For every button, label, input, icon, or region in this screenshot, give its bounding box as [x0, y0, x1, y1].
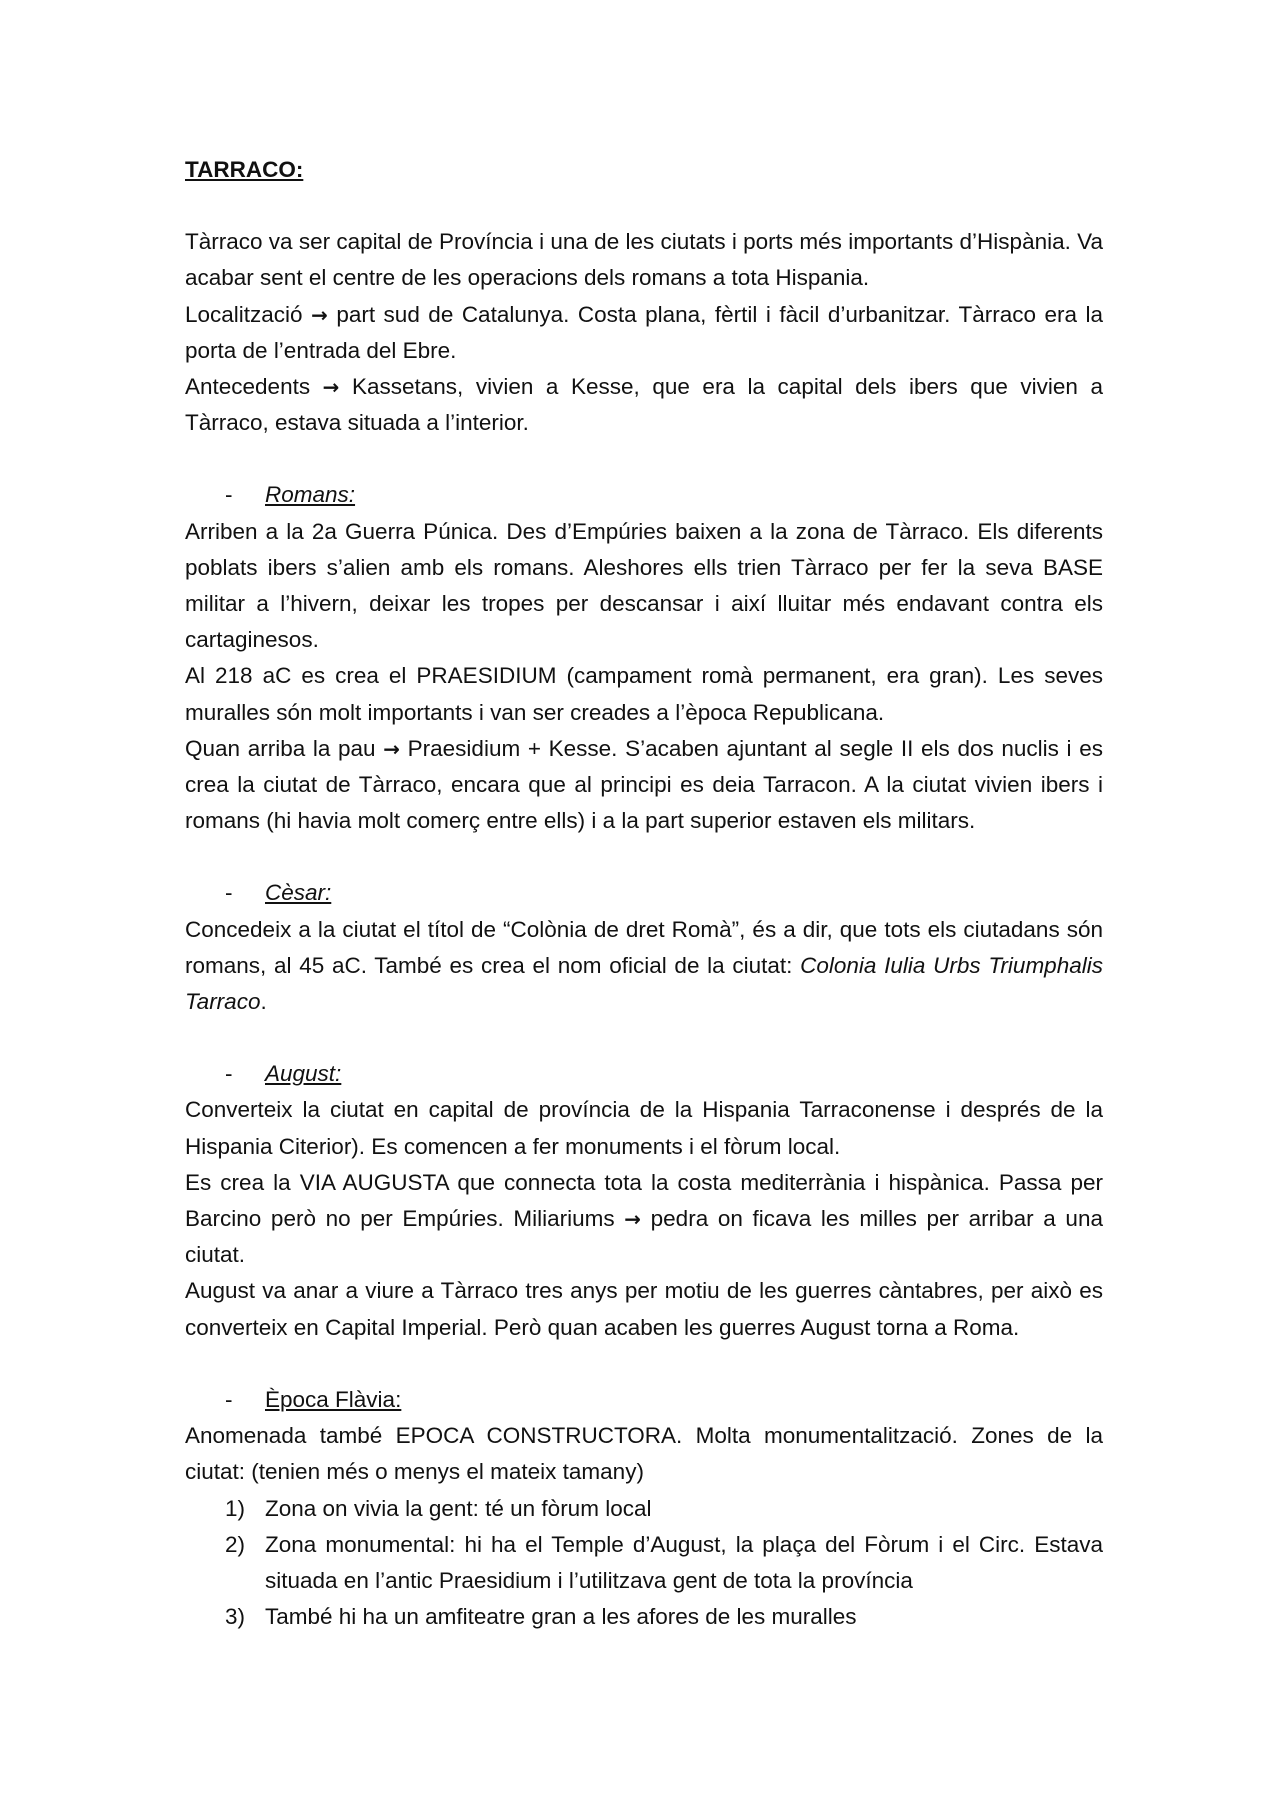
bullet-dash: -: [225, 1061, 233, 1087]
list-item: [185, 1599, 1103, 1635]
bullet-dash: -: [225, 1386, 233, 1412]
romans-paragraph-1: Arriben a la 2a Guerra Púnica. Des d’Empúries baixen a la zona de Tàrraco. Els diferents poblats ibers s’alien amb els romans. Aleshores ells trien Tàrraco per fer la seva BASE militar a l’hivern, deixar les tropes per descansar i així lluitar més endavant contra els cartaginesos.: [185, 518, 1103, 653]
list-number: 2): [225, 1531, 246, 1557]
august-paragraph-2: Es crea la VIA AUGUSTA que connecta tota la costa mediterrània i hispànica. Passa per Barcino però no per Empúries. Miliariums → pedra on ficava les milles per arribar a una ciutat.: [185, 1169, 1103, 1268]
bullet-dash: -: [225, 880, 233, 906]
section-heading-august: [185, 1056, 1103, 1092]
section-title: August:: [265, 1061, 342, 1087]
list-item-text: Zona on vivia la gent: té un fòrum local: [265, 1495, 652, 1521]
list-item-text: Zona monumental: hi ha el Temple d’August, la plaça del Fòrum i el Circ. Estava situada en l’antic Praesidium i l’utilitzava gent de tota la província: [265, 1531, 1103, 1593]
arrow-icon: →: [322, 375, 340, 400]
list-number: 3): [225, 1604, 246, 1630]
august-paragraph-3: August va anar a viure a Tàrraco tres anys per motiu de les guerres càntabres, per això es converteix en Capital Imperial. Però quan acaben les guerres August torna a Roma.: [185, 1278, 1103, 1340]
flavia-paragraph: Anomenada també EPOCA CONSTRUCTORA. Molta monumentalització. Zones de la ciutat: (tenien més o menys el mateix tamany): [185, 1423, 1103, 1485]
intro-paragraph: Tàrraco va ser capital de Província i una de les ciutats i ports més importants d’Hispània. Va acabar sent el centre de les operacions dels romans a tota Hispania.: [185, 229, 1103, 291]
list-item: [185, 1491, 1103, 1527]
zones-list: [185, 1491, 1103, 1636]
list-number: 1): [225, 1495, 246, 1521]
document-title: TARRACO:: [185, 157, 304, 182]
august-paragraph-1: Converteix la ciutat en capital de província de la Hispania Tarraconense i després de la Hispania Citerior). Es comencen a fer monuments i el fòrum local.: [185, 1097, 1103, 1159]
romans-paragraph-2: Al 218 aC es crea el PRAESIDIUM (campament romà permanent, era gran). Les seves muralles són molt importants i van ser creades a l’època Republicana.: [185, 663, 1103, 725]
list-item: [185, 1527, 1103, 1599]
list-item-text: També hi ha un amfiteatre gran a les afores de les muralles: [265, 1604, 857, 1630]
romans-paragraph-3: Quan arriba la pau → Praesidium + Kesse. S’acaben ajuntant al segle II els dos nuclis i es crea la ciutat de Tàrraco, encara que al principi es deia Tarracon. A la ciutat vivien ibers i romans (hi havia molt comerç entre ells) i a la part superior estaven els militars.: [185, 735, 1103, 834]
section-title: Època Flàvia:: [265, 1386, 402, 1412]
section-heading-cesar: [185, 875, 1103, 911]
bullet-dash: -: [225, 482, 233, 508]
cesar-paragraph: Concedeix a la ciutat el títol de “Colònia de dret Romà”, és a dir, que tots els ciutadans són romans, al 45 aC. També es crea el nom oficial de la ciutat: Colonia Iulia Urbs Triumphalis Tarraco.: [185, 916, 1103, 1015]
section-heading-romans: [185, 477, 1103, 513]
official-city-name: Colonia Iulia Urbs Triumphalis Tarraco: [185, 952, 1103, 1015]
section-title: Romans:: [265, 482, 356, 508]
location-paragraph: Localització → part sud de Catalunya. Costa plana, fèrtil i fàcil d’urbanitzar. Tàrraco era la porta de l’entrada del Ebre.: [185, 301, 1103, 363]
arrow-icon: →: [311, 302, 328, 327]
arrow-icon: →: [383, 736, 400, 761]
section-heading-flavia: [185, 1382, 1103, 1418]
section-title: Cèsar:: [265, 880, 332, 906]
arrow-icon: →: [624, 1207, 642, 1232]
antecedents-paragraph: Antecedents → Kassetans, vivien a Kesse, que era la capital dels ibers que vivien a Tàrraco, estava situada a l’interior.: [185, 374, 1103, 436]
